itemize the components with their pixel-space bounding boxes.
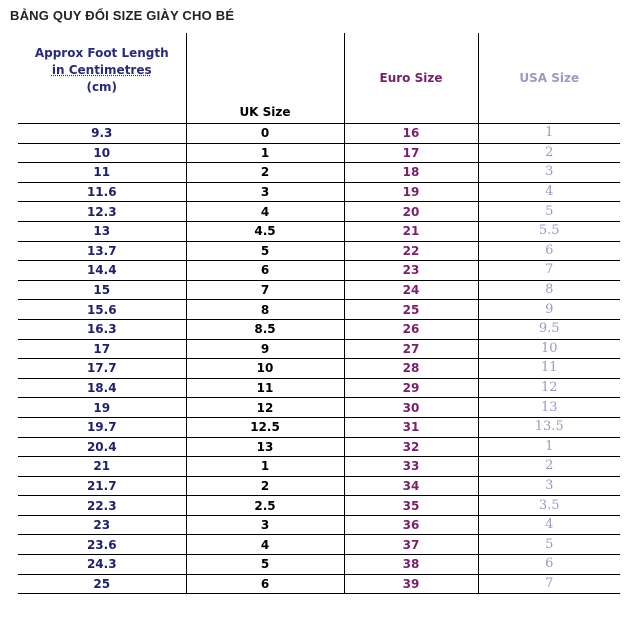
cell-uk-size: 1 bbox=[186, 457, 344, 477]
cell-usa-size: 11 bbox=[478, 359, 620, 379]
cell-uk-size: 8.5 bbox=[186, 319, 344, 339]
cell-uk-size: 2.5 bbox=[186, 496, 344, 516]
cell-usa-size: 5.5 bbox=[478, 221, 620, 241]
table-row bbox=[18, 241, 620, 261]
cell-foot-length: 19 bbox=[18, 398, 186, 418]
cell-euro-size: 17 bbox=[344, 143, 478, 163]
cell-foot-length: 19.7 bbox=[18, 417, 186, 437]
table-row bbox=[18, 437, 620, 457]
cell-usa-size: 2 bbox=[478, 143, 620, 163]
cell-usa-size: 3 bbox=[478, 163, 620, 183]
header-euro-size: Euro Size bbox=[344, 33, 478, 124]
cell-euro-size: 31 bbox=[344, 417, 478, 437]
cell-euro-size: 24 bbox=[344, 280, 478, 300]
header-uk-size: UK Size bbox=[186, 33, 344, 124]
cell-uk-size: 11 bbox=[186, 378, 344, 398]
table-row bbox=[18, 574, 620, 594]
table-row bbox=[18, 515, 620, 535]
table-row bbox=[18, 221, 620, 241]
cell-usa-size: 2 bbox=[478, 457, 620, 477]
cell-usa-size: 7 bbox=[478, 261, 620, 281]
table-row bbox=[18, 280, 620, 300]
cell-uk-size: 9 bbox=[186, 339, 344, 359]
cell-foot-length: 16.3 bbox=[18, 319, 186, 339]
cell-uk-size: 13 bbox=[186, 437, 344, 457]
cell-foot-length: 10 bbox=[18, 143, 186, 163]
cell-uk-size: 7 bbox=[186, 280, 344, 300]
table-row bbox=[18, 339, 620, 359]
table-row bbox=[18, 476, 620, 496]
cell-euro-size: 25 bbox=[344, 300, 478, 320]
table-row bbox=[18, 398, 620, 418]
cell-euro-size: 16 bbox=[344, 124, 478, 144]
cell-foot-length: 15 bbox=[18, 280, 186, 300]
cell-euro-size: 18 bbox=[344, 163, 478, 183]
cell-foot-length: 17 bbox=[18, 339, 186, 359]
cell-usa-size: 6 bbox=[478, 241, 620, 261]
header-usa-size: USA Size bbox=[478, 33, 620, 124]
cell-euro-size: 35 bbox=[344, 496, 478, 516]
cell-euro-size: 38 bbox=[344, 555, 478, 575]
cell-uk-size: 5 bbox=[186, 555, 344, 575]
cell-uk-size: 5 bbox=[186, 241, 344, 261]
cell-euro-size: 34 bbox=[344, 476, 478, 496]
cell-euro-size: 30 bbox=[344, 398, 478, 418]
cell-uk-size: 3 bbox=[186, 182, 344, 202]
cell-usa-size: 5 bbox=[478, 535, 620, 555]
cell-foot-length: 11 bbox=[18, 163, 186, 183]
page-title: BẢNG QUY ĐỔI SIZE GIÀY CHO BÉ bbox=[10, 8, 235, 23]
cell-euro-size: 33 bbox=[344, 457, 478, 477]
cell-euro-size: 36 bbox=[344, 515, 478, 535]
cell-euro-size: 28 bbox=[344, 359, 478, 379]
cell-euro-size: 37 bbox=[344, 535, 478, 555]
cell-foot-length: 13.7 bbox=[18, 241, 186, 261]
cell-euro-size: 22 bbox=[344, 241, 478, 261]
cell-euro-size: 27 bbox=[344, 339, 478, 359]
cell-usa-size: 10 bbox=[478, 339, 620, 359]
cell-foot-length: 21.7 bbox=[18, 476, 186, 496]
cell-usa-size: 7 bbox=[478, 574, 620, 594]
cell-foot-length: 23.6 bbox=[18, 535, 186, 555]
table-row bbox=[18, 496, 620, 516]
header-foot-line3: (cm) bbox=[86, 80, 118, 94]
table-row bbox=[18, 359, 620, 379]
cell-usa-size: 4 bbox=[478, 182, 620, 202]
cell-usa-size: 3 bbox=[478, 476, 620, 496]
cell-foot-length: 20.4 bbox=[18, 437, 186, 457]
cell-foot-length: 21 bbox=[18, 457, 186, 477]
cell-foot-length: 17.7 bbox=[18, 359, 186, 379]
table-row bbox=[18, 417, 620, 437]
table-row bbox=[18, 535, 620, 555]
cell-uk-size: 2 bbox=[186, 163, 344, 183]
cell-foot-length: 12.3 bbox=[18, 202, 186, 222]
cell-uk-size: 8 bbox=[186, 300, 344, 320]
cell-foot-length: 23 bbox=[18, 515, 186, 535]
cell-foot-length: 25 bbox=[18, 574, 186, 594]
table-row bbox=[18, 163, 620, 183]
header-foot-line2-text: in Centimetres bbox=[51, 63, 152, 77]
cell-usa-size: 1 bbox=[478, 437, 620, 457]
cell-usa-size: 13 bbox=[478, 398, 620, 418]
table-row bbox=[18, 457, 620, 477]
cell-uk-size: 1 bbox=[186, 143, 344, 163]
cell-usa-size: 13.5 bbox=[478, 417, 620, 437]
cell-uk-size: 0 bbox=[186, 124, 344, 144]
table-row bbox=[18, 261, 620, 281]
cell-foot-length: 22.3 bbox=[18, 496, 186, 516]
cell-euro-size: 21 bbox=[344, 221, 478, 241]
cell-euro-size: 23 bbox=[344, 261, 478, 281]
table-row bbox=[18, 378, 620, 398]
cell-euro-size: 26 bbox=[344, 319, 478, 339]
table-row bbox=[18, 555, 620, 575]
cell-usa-size: 6 bbox=[478, 555, 620, 575]
cell-usa-size: 9 bbox=[478, 300, 620, 320]
header-row bbox=[18, 33, 620, 124]
header-foot-line1: Approx Foot Length bbox=[34, 46, 169, 60]
cell-foot-length: 18.4 bbox=[18, 378, 186, 398]
cell-euro-size: 32 bbox=[344, 437, 478, 457]
cell-euro-size: 20 bbox=[344, 202, 478, 222]
header-foot-line2 bbox=[18, 62, 186, 79]
cell-usa-size: 12 bbox=[478, 378, 620, 398]
cell-foot-length: 11.6 bbox=[18, 182, 186, 202]
cell-uk-size: 6 bbox=[186, 261, 344, 281]
cell-foot-length: 24.3 bbox=[18, 555, 186, 575]
cell-uk-size: 4.5 bbox=[186, 221, 344, 241]
size-conversion-table bbox=[18, 33, 620, 594]
table-row bbox=[18, 319, 620, 339]
cell-euro-size: 39 bbox=[344, 574, 478, 594]
cell-usa-size: 9.5 bbox=[478, 319, 620, 339]
cell-uk-size: 12.5 bbox=[186, 417, 344, 437]
cell-uk-size: 2 bbox=[186, 476, 344, 496]
header-foot-length bbox=[18, 33, 186, 124]
cell-uk-size: 3 bbox=[186, 515, 344, 535]
cell-euro-size: 29 bbox=[344, 378, 478, 398]
cell-euro-size: 19 bbox=[344, 182, 478, 202]
cell-uk-size: 10 bbox=[186, 359, 344, 379]
table-row bbox=[18, 182, 620, 202]
table-row bbox=[18, 202, 620, 222]
table-body bbox=[18, 124, 620, 594]
cell-uk-size: 4 bbox=[186, 535, 344, 555]
cell-usa-size: 3.5 bbox=[478, 496, 620, 516]
cell-foot-length: 13 bbox=[18, 221, 186, 241]
table-row bbox=[18, 300, 620, 320]
cell-usa-size: 8 bbox=[478, 280, 620, 300]
cell-uk-size: 4 bbox=[186, 202, 344, 222]
cell-foot-length: 9.3 bbox=[18, 124, 186, 144]
cell-uk-size: 12 bbox=[186, 398, 344, 418]
cell-usa-size: 4 bbox=[478, 515, 620, 535]
cell-uk-size: 6 bbox=[186, 574, 344, 594]
cell-usa-size: 5 bbox=[478, 202, 620, 222]
cell-foot-length: 15.6 bbox=[18, 300, 186, 320]
cell-usa-size: 1 bbox=[478, 124, 620, 144]
table-row bbox=[18, 143, 620, 163]
cell-foot-length: 14.4 bbox=[18, 261, 186, 281]
table-row bbox=[18, 124, 620, 144]
